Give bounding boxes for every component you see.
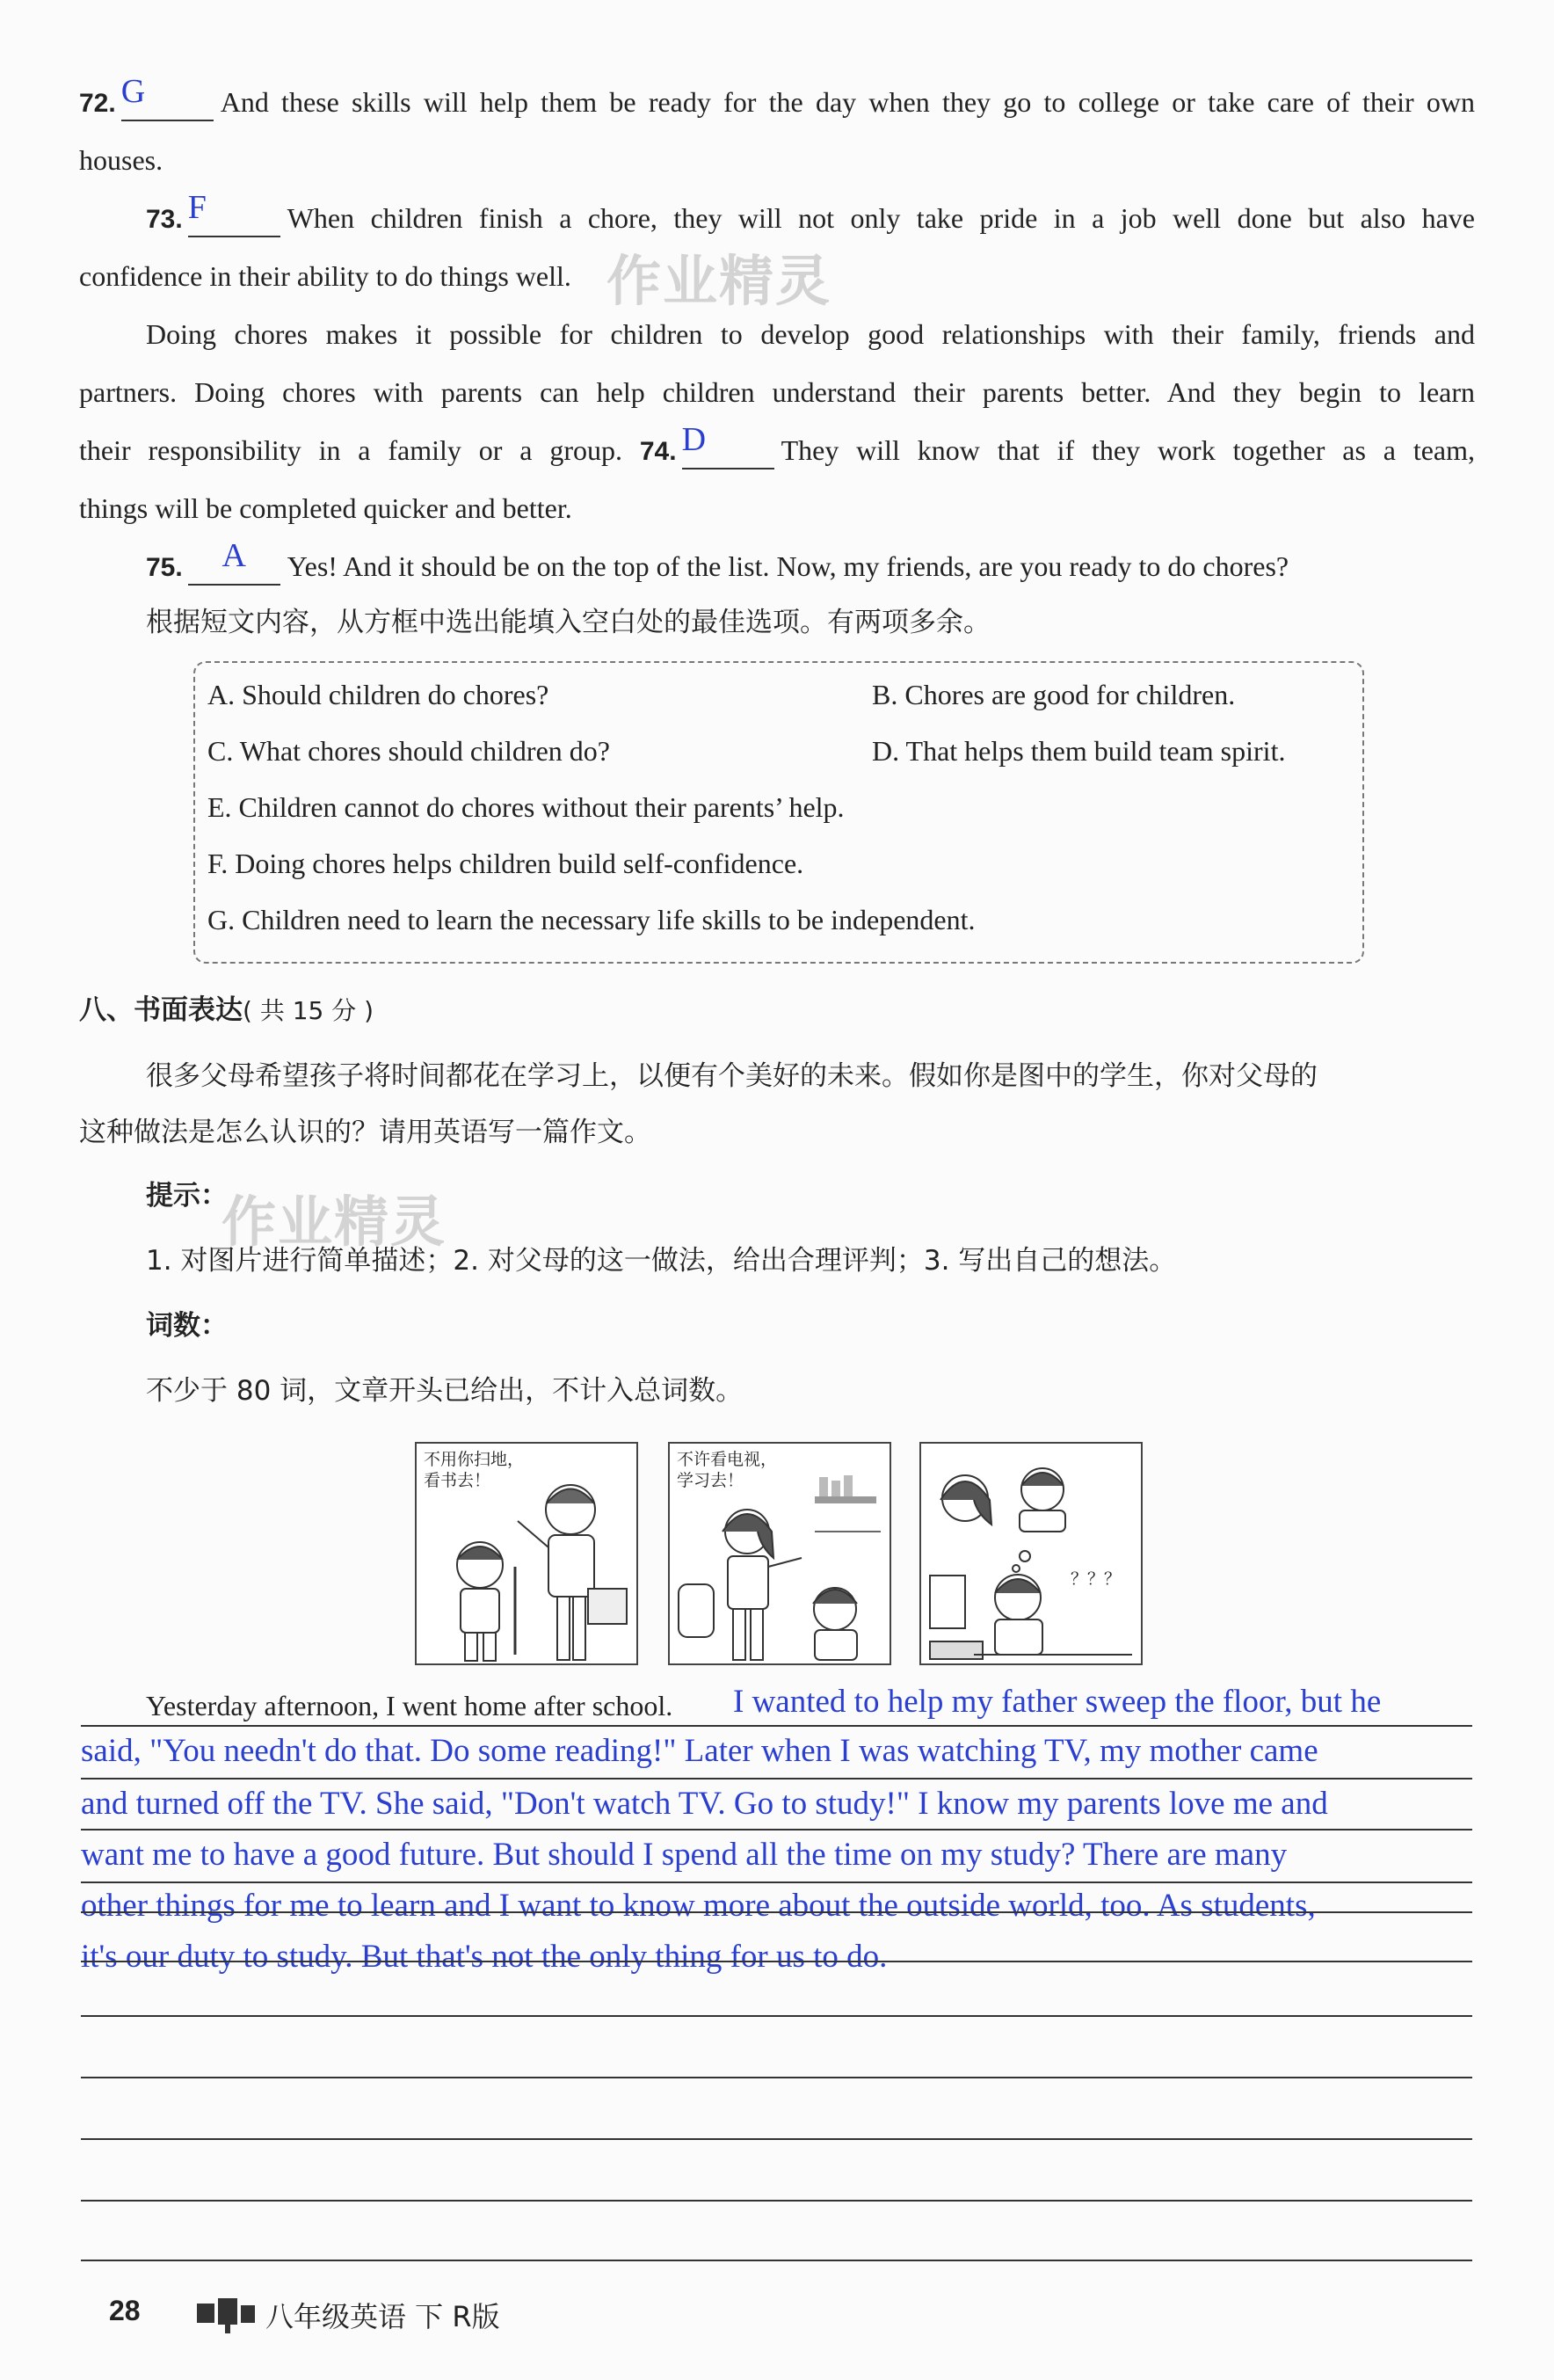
q72-line [79,73,1475,121]
writing-rule-6 [81,1961,1472,1962]
q74-number: 74. [639,437,677,466]
q75-line [146,537,1475,586]
writing-rule-5 [81,1911,1472,1913]
writing-rule-11 [81,2260,1472,2261]
comic-panel-3-question: ？？？ [1071,1569,1122,1589]
option-c: C. What chores should children do? [207,735,610,767]
q73-cont: confidence in their ability to do things well. [79,260,571,292]
q72-answer: G [120,73,146,110]
para1-line2: partners. Doing chores with parents can help children understand their parents better. And they begin to learn [79,376,1475,408]
q73-answer: F [187,189,207,226]
q73-blank[interactable] [187,189,280,237]
option-f: F. Doing chores helps children build self-confidence. [207,848,804,879]
q72-cont: houses. [79,144,163,176]
father-boy-illustration [417,1444,636,1663]
q74-answer: D [681,421,707,458]
q73-text: When children finish a chore, they will not only take pride in a job well done but also have [287,202,1475,234]
para1-line3 [79,421,1476,469]
essay-line-4: want me to have a good future. But should I spend all the time on my study? There are many [81,1837,1288,1873]
writing-rule-7 [81,2015,1472,2017]
q74-blank[interactable] [681,421,774,469]
watermark-1: 作业精灵 [606,249,832,313]
section8-prompt-l2: 这种做法是怎么认识的？请用英语写一篇作文。 [79,1117,651,1148]
essay-line-1: I wanted to help my father sweep the floor, but he [733,1684,1382,1720]
mother-boy-illustration [670,1444,890,1663]
instruction: 根据短文内容，从方框中选出能填入空白处的最佳选项。有两项多余。 [146,607,991,638]
writing-rule-1 [81,1725,1472,1727]
q75-blank[interactable] [188,537,280,586]
q75-text: Yes! And it should be on the top of the list. Now, my friends, are you ready to do chores? [287,550,1289,582]
book-title: 八年级英语 下 R版 [265,2300,500,2333]
q73-line [146,189,1475,237]
writing-rule-8 [81,2077,1472,2078]
publisher-logo [195,2295,257,2340]
comic-panel-1 [415,1442,638,1665]
writing-rule-9 [81,2138,1472,2140]
essay-line-5: other things for me to learn and I want to know more about the outside world, too. As students, [81,1888,1316,1924]
section8-heading [79,992,1475,1029]
comic-panel-2-speech: 不许看电视， 学习去！ [677,1450,778,1490]
section8-prompt-l1: 很多父母希望孩子将时间都花在学习上，以便有个美好的未来。假如你是图中的学生，你对父母的 [146,1060,1318,1092]
essay-start: Yesterday afternoon, I went home after school. [146,1690,673,1721]
para1-line3-before: their responsibility in a family or a group. [79,434,622,466]
q73-number: 73. [146,205,183,234]
words-text: 不少于 80 词，文章开头已给出，不计入总词数。 [146,1375,744,1407]
comic-panel-3 [919,1442,1143,1665]
q72-blank[interactable] [120,73,214,121]
hint-label: 提示： [146,1180,228,1212]
q75-number: 75. [146,553,183,582]
para1-line1: Doing chores makes it possible for children to develop good relationships with their family, friends and [146,318,1475,350]
essay-line-2: said, "You needn't do that. Do some reading!" Later when I was watching TV, my mother came [81,1733,1318,1769]
section8-score: ( 共 15 分 ) [243,996,374,1025]
comic-panel-2 [668,1442,891,1665]
hint-text: 1. 对图片进行简单描述；2. 对父母的这一做法，给出合理评判；3. 写出自己的想法。 [146,1245,1177,1277]
q72-number: 72. [79,89,116,118]
essay-line-6: it's our duty to study. But that's not the only thing for us to do. [81,1939,888,1975]
q75-answer: A [221,537,246,574]
writing-rule-4 [81,1881,1472,1883]
option-a: A. Should children do chores? [207,679,549,710]
watermark-2: 作业精灵 [221,1190,447,1254]
section8-title: 八、书面表达 [79,994,243,1026]
essay-line-3: and turned off the TV. She said, "Don't watch TV. Go to study!" I know my parents love me and [81,1786,1328,1822]
para1-line4: things will be completed quicker and better. [79,492,572,524]
option-e: E. Children cannot do chores without their parents’ help. [207,791,845,823]
writing-rule-3 [81,1829,1472,1830]
option-d: D. That helps them build team spirit. [872,735,1286,767]
comic-panel-1-speech: 不用你扫地， 看书去！ [424,1450,525,1490]
words-label: 词数： [146,1310,228,1342]
option-g: G. Children need to learn the necessary life skills to be independent. [207,904,976,935]
writing-rule-10 [81,2200,1472,2202]
option-b: B. Chores are good for children. [872,679,1236,710]
page-number: 28 [109,2295,141,2326]
writing-rule-2 [81,1778,1472,1780]
q72-text: And these skills will help them be ready for the day when they go to college or take care of their own [220,86,1475,118]
thinking-boy-illustration [921,1444,1141,1663]
para1-line3-after: They will know that if they work together as a team, [781,434,1476,466]
